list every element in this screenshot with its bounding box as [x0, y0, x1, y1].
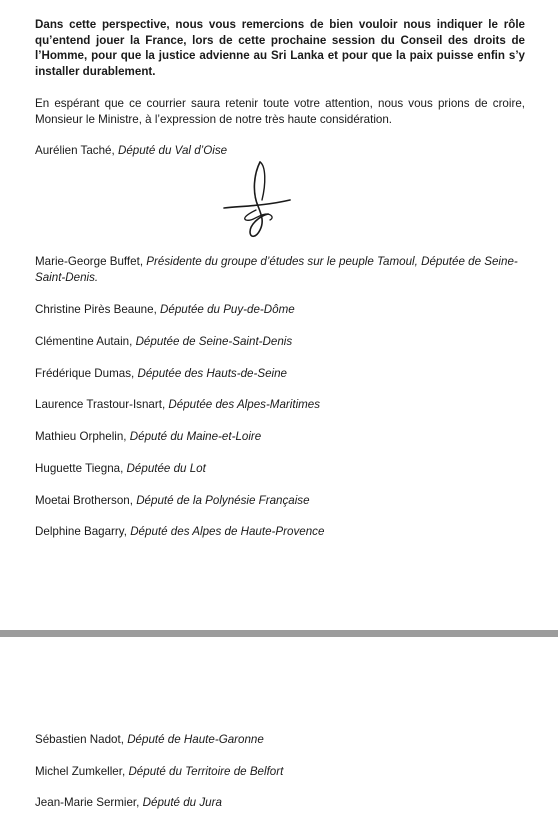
signatory-tiegna [35, 461, 535, 477]
signatory-name: Huguette Tiegna, [35, 462, 124, 475]
signatory-bagarry [35, 524, 535, 540]
document-page-2 [0, 637, 558, 832]
signatory-role: Député de Haute-Garonne [127, 733, 264, 746]
signatory-name: Sébastien Nadot, [35, 733, 124, 746]
signatory-sermier [35, 795, 535, 811]
handwritten-signature [216, 156, 296, 242]
signatory-role: Députée de Seine-Saint-Denis [135, 335, 293, 348]
signatory-pires-beaune [35, 302, 535, 318]
signatory-dumas [35, 366, 535, 382]
signatory-name: Laurence Trastour-Isnart, [35, 398, 166, 411]
signatory-name: Christine Pirès Beaune, [35, 303, 157, 316]
signatory-name: Clémentine Autain, [35, 335, 133, 348]
signatory-name: Moetai Brotherson, [35, 494, 133, 507]
signatory-role: Député du Territoire de Belfort [128, 765, 284, 778]
signatory-role: Députée des Hauts-de-Seine [137, 367, 287, 380]
signatory-role: Présidente du groupe d’études sur le peuple Tamoul, Députée de Seine-Saint-Denis. [35, 255, 518, 284]
signatory-role: Député du Val d’Oise [117, 144, 228, 157]
signatory-name: Jean-Marie Sermier, [35, 796, 140, 809]
signatory-role: Députée du Puy-de-Dôme [160, 303, 295, 316]
signatory-trastour-isnart [35, 397, 535, 413]
signatory-name: Aurélien Taché, [35, 144, 115, 157]
signatory-role: Député de la Polynésie Française [136, 494, 310, 507]
salutation-paragraph: En espérant que ce courrier saura retenir toute votre attention, nous vous prions de croire, Monsieur le Ministre, à l’expression de notre très haute considération. [35, 97, 525, 126]
signatory-role: Député des Alpes de Haute-Provence [130, 525, 325, 538]
signatory-name: Delphine Bagarry, [35, 525, 127, 538]
signatory-autain [35, 334, 535, 350]
signatory-name: Mathieu Orphelin, [35, 430, 127, 443]
signatory-role: Député du Jura [142, 796, 222, 809]
page-separator [0, 630, 558, 637]
signatory-name: Marie-George Buffet, [35, 255, 144, 268]
signatory-name: Michel Zumkeller, [35, 765, 126, 778]
signatory-orphelin [35, 429, 535, 445]
closing-request-paragraph: Dans cette perspective, nous vous remercions de bien vouloir nous indiquer le rôle qu’entend jouer la France, lors de cette prochaine session du Conseil des droits de l’Homme, pour que la justice advienne au Sri Lanka et pour que la paix puisse enfin s’y installer durablement. [35, 18, 525, 78]
signatory-role: Députée du Lot [126, 462, 206, 475]
signatory-nadot [35, 732, 535, 748]
signatory-brotherson [35, 493, 535, 509]
signatory-zumkeller [35, 764, 535, 780]
signatory-role: Députée des Alpes-Maritimes [168, 398, 321, 411]
signatory-buffet [35, 254, 530, 285]
signatory-name: Frédérique Dumas, [35, 367, 135, 380]
signatory-role: Député du Maine-et-Loire [129, 430, 262, 443]
